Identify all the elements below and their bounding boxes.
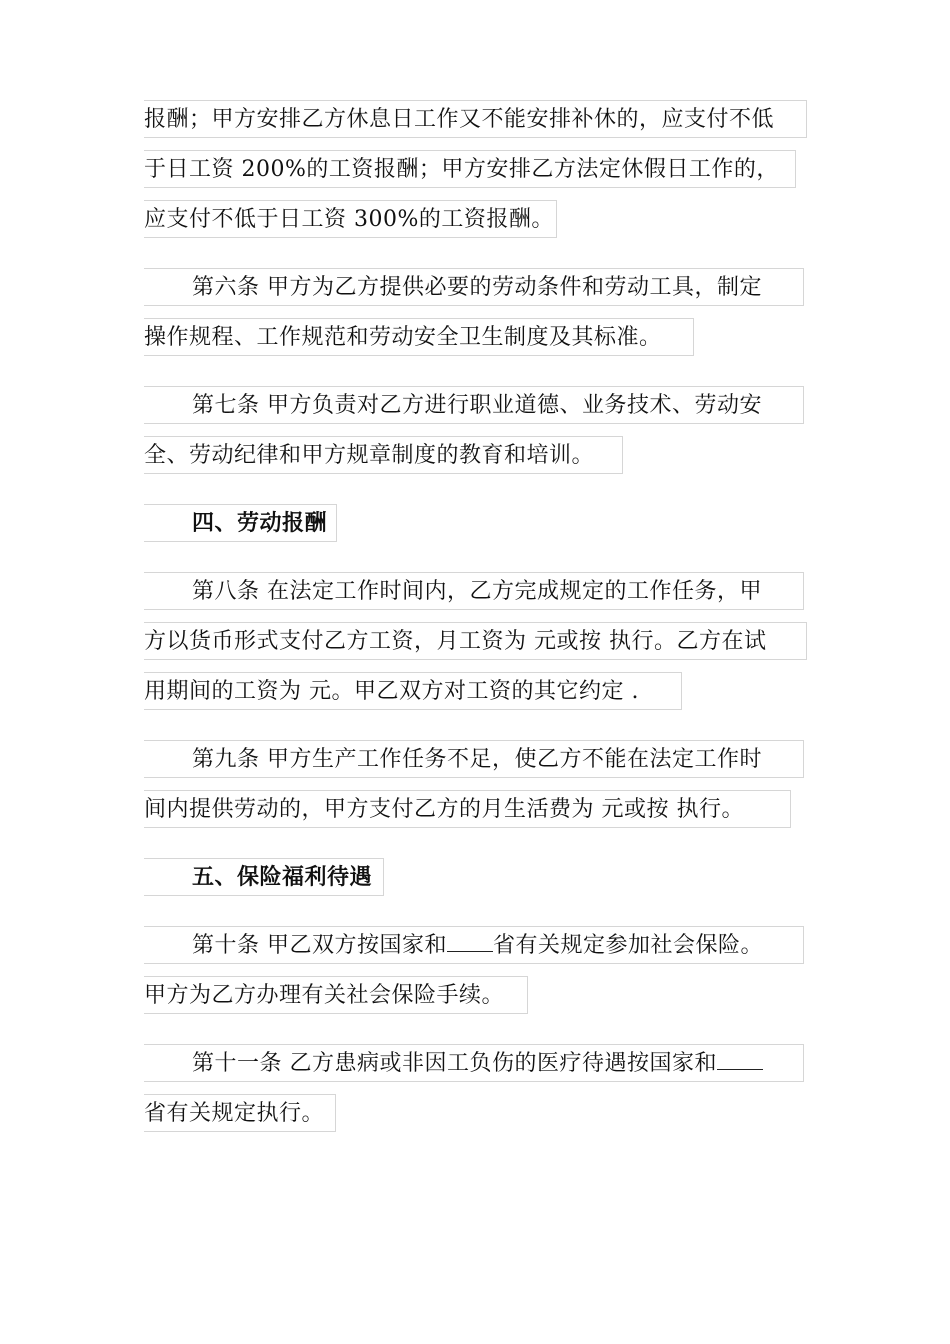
article-10-line xyxy=(144,926,804,964)
text-line: 用期间的工资为 元。甲乙双方对工资的其它约定 . xyxy=(144,672,682,710)
text-line: 间内提供劳动的，甲方支付乙方的月生活费为 元或按 执行。 xyxy=(144,790,791,828)
text-line: 全、劳动纪律和甲方规章制度的教育和培训。 xyxy=(144,436,623,474)
article-7-line: 第七条 甲方负责对乙方进行职业道德、业务技术、劳动安 xyxy=(144,386,804,424)
section-heading-labor-pay: 四、劳动报酬 xyxy=(144,504,337,542)
text-line: 于日工资 200%的工资报酬；甲方安排乙方法定休假日工作的， xyxy=(144,150,796,188)
text-line: 报酬；甲方安排乙方休息日工作又不能安排补休的，应支付不低 xyxy=(144,100,807,138)
section-heading-insurance-welfare: 五、保险福利待遇 xyxy=(144,858,384,896)
article-11-line xyxy=(144,1044,804,1082)
text-line: 甲方为乙方办理有关社会保险手续。 xyxy=(144,976,528,1014)
article-9-line: 第九条 甲方生产工作任务不足，使乙方不能在法定工作时 xyxy=(144,740,804,778)
article-6-line: 第六条 甲方为乙方提供必要的劳动条件和劳动工具，制定 xyxy=(144,268,804,306)
text-line: 省有关规定执行。 xyxy=(144,1094,336,1132)
fill-in-blank xyxy=(717,1045,763,1070)
article-10-text: 第十条 甲乙双方按国家和 xyxy=(192,933,447,958)
article-8-line: 第八条 在法定工作时间内，乙方完成规定的工作任务，甲 xyxy=(144,572,804,610)
article-10-text-cont: 省有关规定参加社会保险。 xyxy=(493,933,764,958)
text-line: 应支付不低于日工资 300%的工资报酬。 xyxy=(144,200,557,238)
fill-in-blank xyxy=(447,927,493,952)
text-line: 方以货币形式支付乙方工资，月工资为 元或按 执行。乙方在试 xyxy=(144,622,807,660)
text-line: 操作规程、工作规范和劳动安全卫生制度及其标准。 xyxy=(144,318,694,356)
article-11-text: 第十一条 乙方患病或非因工负伤的医疗待遇按国家和 xyxy=(192,1051,717,1076)
